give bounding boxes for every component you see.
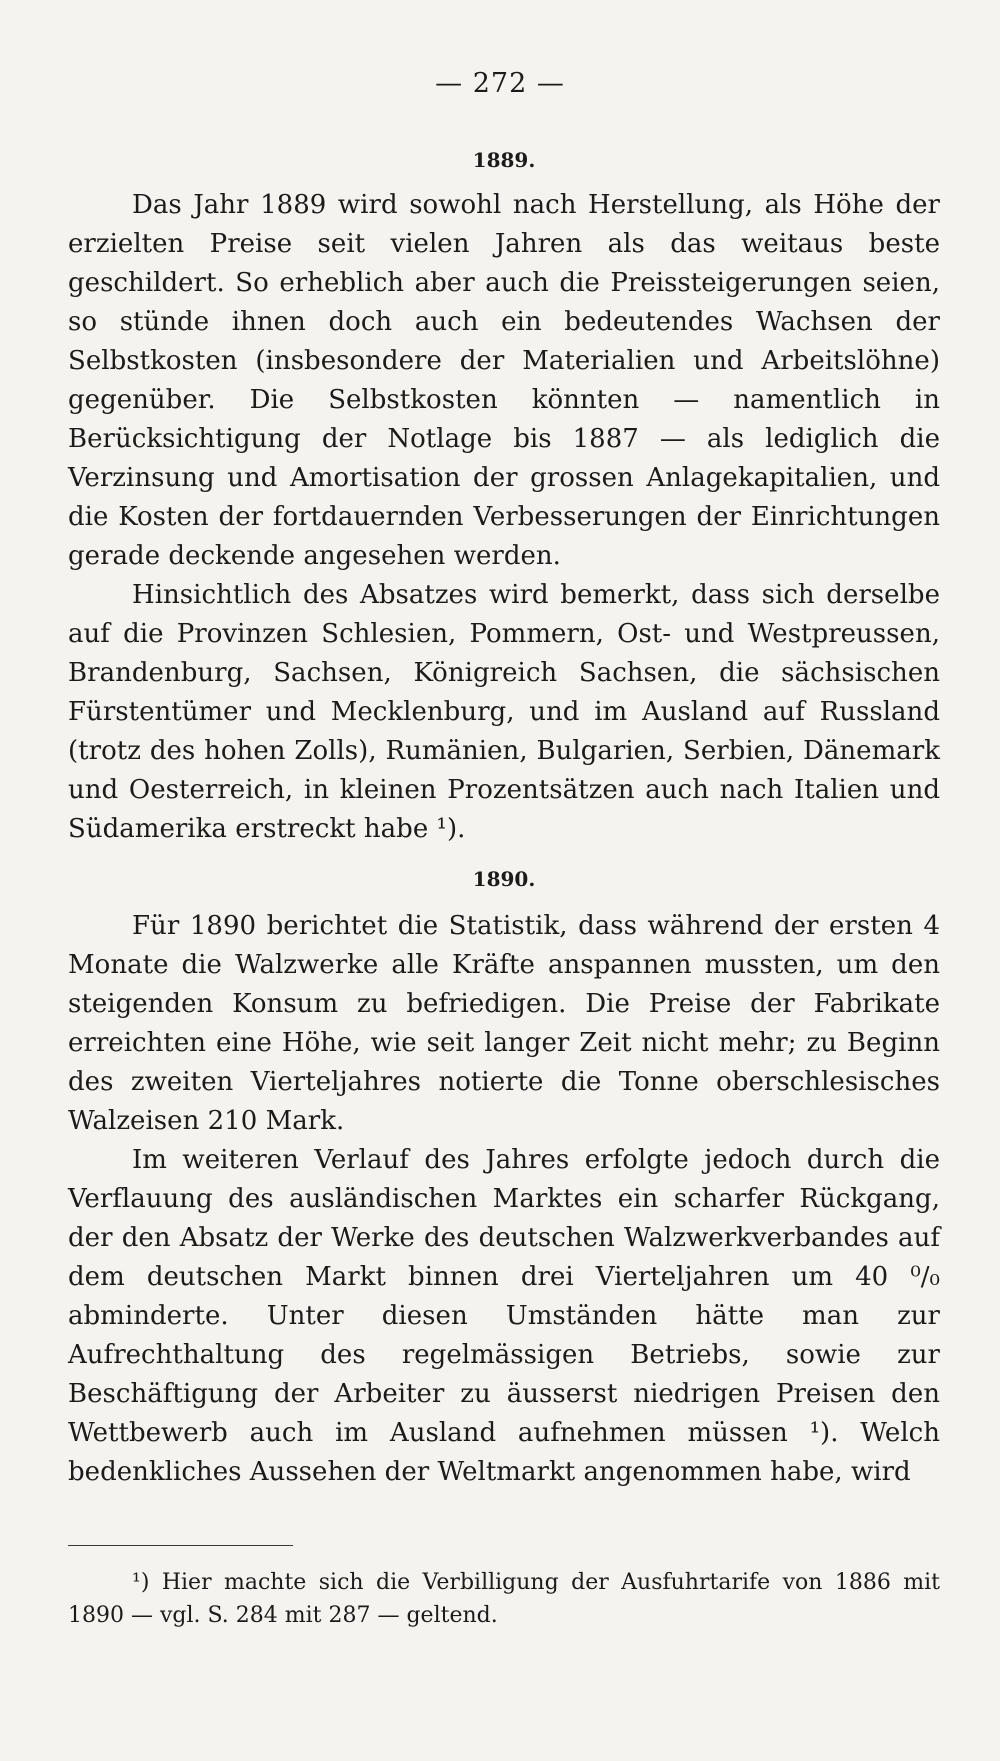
footnote-separator [68, 1545, 293, 1546]
paragraph-1890-decline: Im weiteren Verlauf des Jahres erfolgte jedoch durch die Verflauung des ausländischen Marktes ein scharfer Rückgang, der den Absatz der Werke des deutschen Walzwerkverbandes auf dem deutschen Markt binnen drei Vierteljahren um 40 ⁰/₀ abminderte. Unter diesen Umständen hätte man zur Aufrechthaltung des regelmässigen Betriebs, sowie zur Beschäftigung der Arbeiter zu äusserst niedrigen Preisen den Wettbewerb auch im Ausland aufnehmen müssen ¹). Welch bedenkliches Aussehen der Weltmarkt angenommen habe, wird [68, 1145, 940, 1487]
main-text [68, 148, 940, 1492]
paragraph-1890-statistics: Für 1890 berichtet die Statistik, dass während der ersten 4 Monate die Walzwerke alle Kräfte anspannen mussten, um den steigenden Konsum zu befriedigen. Die Preise der Fabrikate erreichten eine Höhe, wie seit langer Zeit nicht mehr; zu Beginn des zweiten Vierteljahres notierte die Tonne oberschlesisches Walzeisen 210 Mark. [68, 911, 940, 1136]
page-number: — 272 — [435, 68, 565, 99]
section-heading-1890: 1890. [472, 867, 536, 891]
section-heading-1889: 1889. [472, 148, 536, 172]
paragraph-1889-production: Das Jahr 1889 wird sowohl nach Herstellung, als Höhe der erzielten Preise seit vielen Jahren als das weitaus beste geschildert. So erheblich aber auch die Preissteigerungen seien, so stünde ihnen doch auch ein bedeutendes Wachsen der Selbstkosten (insbesondere der Materialien und Arbeitslöhne) gegenüber. Die Selbstkosten könnten — namentlich in Berücksichtigung der Notlage bis 1887 — als lediglich die Verzinsung und Amortisation der grossen Anlagekapitalien, und die Kosten der fortdauernden Verbesserungen der Einrichtungen gerade deckende angesehen werden. [68, 190, 940, 571]
footnote: ¹) Hier machte sich die Verbilligung der Ausfuhrtarife von 1886 mit 1890 — vgl. S. 284 mit 287 — geltend. [68, 1570, 940, 1628]
paragraph-1889-sales: Hinsichtlich des Absatzes wird bemerkt, dass sich derselbe auf die Provinzen Schlesien, Pommern, Ost- und Westpreussen, Brandenburg, Sachsen, Königreich Sachsen, die sächsischen Fürstentümer und Mecklenburg, und im Ausland auf Russland (trotz des hohen Zolls), Rumänien, Bulgarien, Serbien, Dänemark und Oesterreich, in kleinen Prozentsätzen auch nach Italien und Südamerika erstreckt habe ¹). [68, 580, 940, 844]
